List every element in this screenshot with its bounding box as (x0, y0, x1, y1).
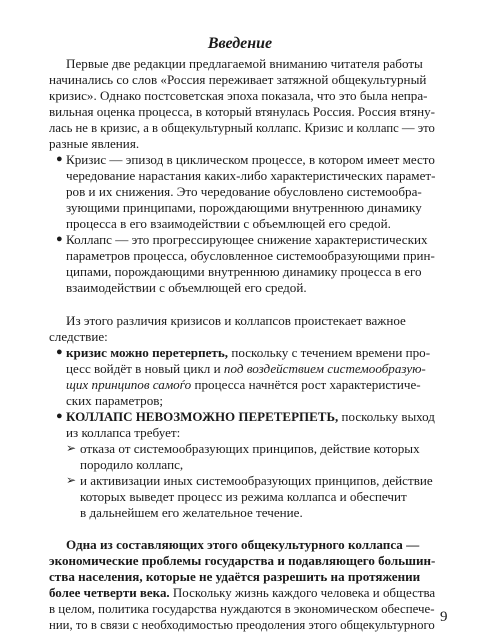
paragraph-line: следствие: (49, 329, 108, 344)
bullet-icon: ● (56, 410, 63, 422)
list-item-line: процесса в его взаимодействии с объемлющей его средой. (66, 216, 391, 231)
paragraph-line: нии, то в связи с необходимостью преодоления этого общекультурного (49, 617, 435, 632)
paragraph-line: в целом, политика государства нуждаются в экономическом обеспече- (49, 601, 435, 616)
list-item-line: Кризис — эпизод в циклическом процессе, в котором имеет место (66, 152, 435, 167)
italic-phrase: щих принципов самоѓо (66, 377, 192, 392)
paragraph-line: кризис». Однако постсоветская эпоха показала, что это была непра- (49, 88, 428, 103)
paragraph-line: экономические проблемы государства и подавляющего большин- (49, 553, 436, 568)
paragraph-line: вильная оценка процесса, в который втянулась Россия. Россия втяну- (49, 104, 436, 119)
list-item-line: цесс войдёт в новый цикл и под воздействием системообразую- (66, 361, 426, 376)
paragraph-line: начинались со слов «Россия переживает затяжной общекультурный (49, 72, 427, 87)
list-item-line: из коллапса требует: (66, 425, 181, 440)
bold-phrase: кризис можно перетерпеть, (66, 345, 229, 360)
paragraph-line: ства населения, которые не удаётся разрешить на протяжении (49, 569, 421, 584)
list-item-line: зующими принципами, порождающими внутреннюю динамику (66, 200, 422, 215)
list-item-line: ципами, порождающими внутреннюю динамику процесса в его (66, 264, 422, 279)
list-item-line: КОЛЛАПС НЕВОЗМОЖНО ПЕРЕТЕРПЕТЬ, поскольку выход (66, 409, 435, 424)
bullet-icon: ● (56, 346, 63, 358)
list-item-line: взаимодействии с объемлющей его средой. (66, 280, 307, 295)
list-item-line: ров и их снижения. Это чередование обусловлено системообра- (66, 184, 422, 199)
paragraph-line: лась не в кризис, а в общекультурный коллапс. Кризис и коллапс — это (49, 120, 435, 135)
paragraph-line: Первые две редакции предлагаемой вниманию читателя работы (66, 56, 423, 71)
paragraph-line: более четверти века. Поскольку жизнь каждого человека и общества (49, 585, 436, 600)
sub-item-line: породило коллапс, (80, 457, 184, 472)
list-item-line: щих принципов самоѓо процесса начнётся рост характеристиче- (66, 377, 421, 392)
sub-item-line: отказа от системообразующих принципов, действие которых (80, 441, 420, 456)
italic-phrase: под воздействием системообразую- (223, 361, 426, 376)
list-item-line: Коллапс — это прогрессирующее снижение характеристических (66, 232, 428, 247)
sub-item-line: и активизации иных системообразующих принципов, действие (80, 473, 433, 488)
list-item-line: ских параметров; (66, 393, 164, 408)
paragraph-line: Из этого различия кризисов и коллапсов проистекает важное (66, 313, 406, 328)
paragraph-line: Одна из составляющих этого общекультурного коллапса — (66, 537, 420, 552)
sub-item-line: которых выведет процесс из режима коллапса и обеспечит (80, 489, 407, 504)
sub-item-line: в дальнейшем его желательное течение. (80, 505, 303, 520)
list-item-line: чередование нарастания каких-либо характеристических парамет- (66, 168, 436, 183)
paragraph-line: разные явления. (49, 136, 140, 151)
list-item-line: параметров процесса, обусловленное системообразующими прин- (66, 248, 435, 263)
page-title: Введение (207, 35, 273, 52)
list-item-line: кризис можно перетерпеть, поскольку с течением времени про- (66, 345, 431, 360)
page-number: 9 (440, 609, 448, 625)
bullet-icon: ● (56, 153, 63, 165)
bold-phrase: КОЛЛАПС НЕВОЗМОЖНО ПЕРЕТЕРПЕТЬ, (66, 409, 339, 424)
bullet-icon: ● (56, 233, 63, 245)
arrow-bullet-icon: ➢ (66, 473, 77, 487)
arrow-bullet-icon: ➢ (66, 441, 77, 455)
